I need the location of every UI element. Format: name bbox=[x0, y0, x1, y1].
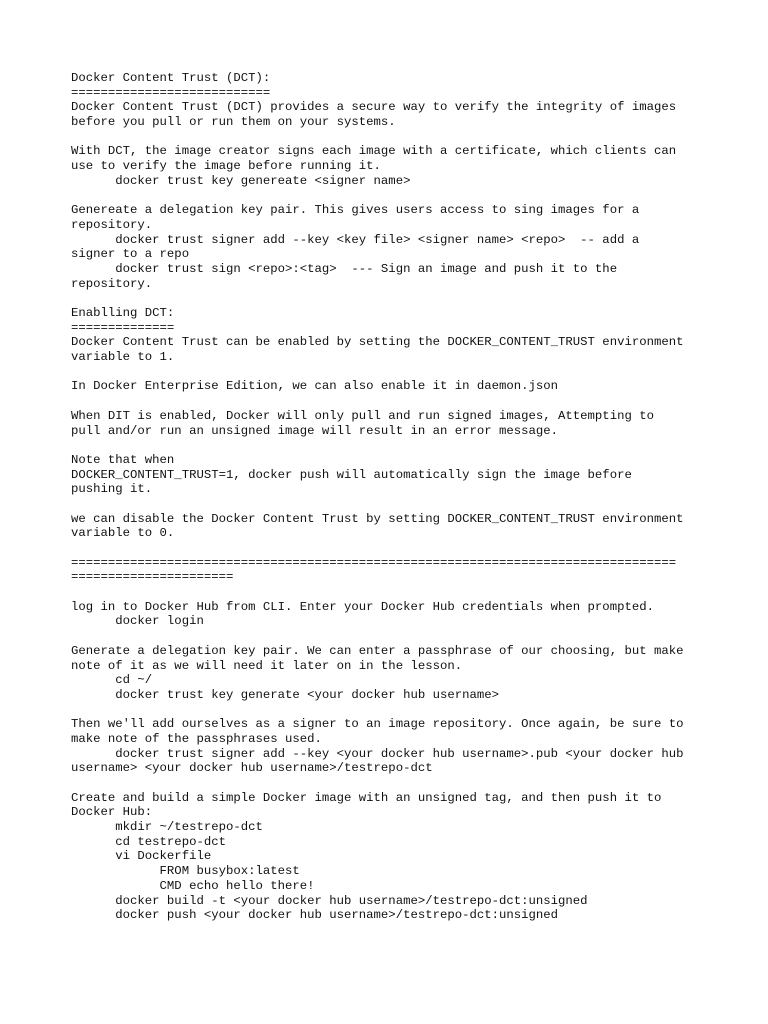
text-line: note of it as we will need it later on in the lesson. bbox=[71, 658, 463, 673]
text-line: before you pull or run them on your systems. bbox=[71, 115, 396, 130]
text-line: make note of the passphrases used. bbox=[71, 731, 322, 746]
command-line: cd ~/ bbox=[71, 673, 153, 688]
text-line: use to verify the image before running it. bbox=[71, 159, 381, 174]
heading-underline: =========================== bbox=[71, 85, 271, 100]
text-line: Note that when bbox=[71, 452, 175, 467]
separator-line: ================================================================================== bbox=[71, 555, 677, 570]
blank-line bbox=[71, 291, 731, 306]
blank-line bbox=[71, 365, 731, 380]
dockerfile-line: CMD echo hello there! bbox=[71, 878, 315, 893]
blank-line bbox=[71, 585, 731, 600]
command-line: docker push <your docker hub username>/testrepo-dct:unsigned bbox=[71, 908, 559, 923]
text-line: signer to a repo bbox=[71, 247, 190, 262]
command-line: docker trust signer add --key <your docker hub username>.pub <your docker hub bbox=[71, 746, 684, 761]
text-line: In Docker Enterprise Edition, we can also enable it in daemon.json bbox=[71, 379, 559, 394]
command-line: docker build -t <your docker hub username>/testrepo-dct:unsigned bbox=[71, 893, 588, 908]
document-page bbox=[71, 71, 731, 923]
text-line: DOCKER_CONTENT_TRUST=1, docker push will automatically sign the image before bbox=[71, 467, 632, 482]
text-line: username> <your docker hub username>/testrepo-dct bbox=[71, 761, 433, 776]
text-line: Generate a delegation key pair. We can enter a passphrase of our choosing, but make bbox=[71, 643, 684, 658]
text-line: pushing it. bbox=[71, 482, 153, 497]
command-line: mkdir ~/testrepo-dct bbox=[71, 820, 263, 835]
blank-line bbox=[71, 189, 731, 204]
dockerfile-line: FROM busybox:latest bbox=[71, 864, 300, 879]
text-line: pull and/or run an unsigned image will result in an error message. bbox=[71, 423, 559, 438]
blank-line bbox=[71, 629, 731, 644]
text-line: Genereate a delegation key pair. This gives users access to sing images for a bbox=[71, 203, 640, 218]
text-line: When DIT is enabled, Docker will only pull and run signed images, Attempting to bbox=[71, 408, 654, 423]
heading-enabling-dct: Enablling DCT: bbox=[71, 306, 175, 320]
command-line: docker trust signer add --key <key file> <signer name> <repo> -- add a bbox=[71, 232, 640, 247]
blank-line bbox=[71, 541, 731, 556]
blank-line bbox=[71, 703, 731, 718]
text-line: Docker Hub: bbox=[71, 805, 153, 820]
text-line: log in to Docker Hub from CLI. Enter your Docker Hub credentials when prompted. bbox=[71, 599, 654, 614]
heading-underline: ============== bbox=[71, 320, 175, 335]
text-line: Then we'll add ourselves as a signer to an image repository. Once again, be sure to bbox=[71, 717, 684, 732]
blank-line bbox=[71, 394, 731, 409]
blank-line bbox=[71, 497, 731, 512]
command-line: docker trust sign <repo>:<tag> --- Sign an image and push it to the bbox=[71, 261, 618, 276]
command-line: docker trust key generate <your docker hub username> bbox=[71, 687, 500, 702]
text-line: repository. bbox=[71, 217, 153, 232]
blank-line bbox=[71, 438, 731, 453]
text-line: variable to 0. bbox=[71, 526, 175, 541]
blank-line bbox=[71, 130, 731, 145]
text-line: repository. bbox=[71, 276, 153, 291]
text-line: Docker Content Trust can be enabled by setting the DOCKER_CONTENT_TRUST environment bbox=[71, 335, 684, 350]
text-line: With DCT, the image creator signs each image with a certificate, which clients can bbox=[71, 144, 677, 159]
command-line: docker trust key genereate <signer name> bbox=[71, 173, 411, 188]
text-line: Docker Content Trust (DCT) provides a secure way to verify the integrity of images bbox=[71, 100, 677, 115]
command-line: docker login bbox=[71, 614, 204, 629]
text-line: variable to 1. bbox=[71, 350, 175, 365]
heading-dct: Docker Content Trust (DCT): bbox=[71, 71, 271, 85]
command-line: vi Dockerfile bbox=[71, 849, 212, 864]
text-line: Create and build a simple Docker image with an unsigned tag, and then push it to bbox=[71, 790, 662, 805]
command-line: cd testrepo-dct bbox=[71, 834, 226, 849]
blank-line bbox=[71, 776, 731, 791]
text-line: we can disable the Docker Content Trust by setting DOCKER_CONTENT_TRUST environment bbox=[71, 511, 684, 526]
separator-line: ====================== bbox=[71, 570, 234, 585]
